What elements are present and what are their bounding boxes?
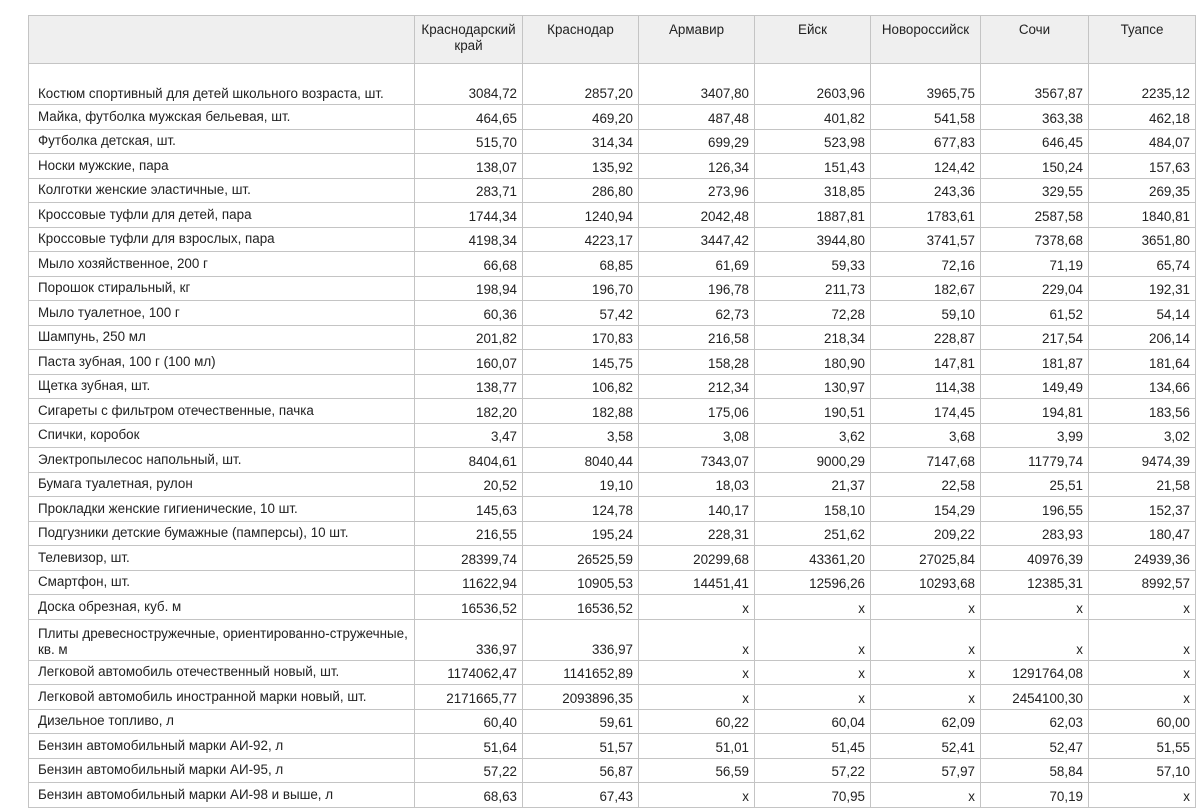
value-cell: 8992,57 <box>1089 570 1196 595</box>
value-cell: 3567,87 <box>981 64 1089 105</box>
value-cell: 58,84 <box>981 758 1089 783</box>
table-body <box>29 64 1196 808</box>
value-cell: 154,29 <box>871 497 981 522</box>
row-label: Кроссовые туфли для детей, пара <box>29 203 415 228</box>
table-row <box>29 546 1196 571</box>
value-cell: 192,31 <box>1089 276 1196 301</box>
table-row <box>29 64 1196 105</box>
value-cell: х <box>755 595 871 620</box>
row-label: Бензин автомобильный марки АИ-98 и выше, л <box>29 783 415 808</box>
value-cell: 273,96 <box>639 178 755 203</box>
value-cell: 183,56 <box>1089 399 1196 424</box>
value-cell: 462,18 <box>1089 105 1196 130</box>
value-cell: 70,19 <box>981 783 1089 808</box>
value-cell: 251,62 <box>755 521 871 546</box>
value-cell: 3407,80 <box>639 64 755 105</box>
row-label: Бензин автомобильный марки АИ-92, л <box>29 734 415 759</box>
value-cell: 51,45 <box>755 734 871 759</box>
value-cell: 16536,52 <box>523 595 639 620</box>
value-cell: 174,45 <box>871 399 981 424</box>
value-cell: 24939,36 <box>1089 546 1196 571</box>
value-cell: 65,74 <box>1089 252 1196 277</box>
table-row <box>29 521 1196 546</box>
row-label: Смартфон, шт. <box>29 570 415 595</box>
value-cell: 206,14 <box>1089 325 1196 350</box>
value-cell: 60,00 <box>1089 709 1196 734</box>
value-cell: 216,58 <box>639 325 755 350</box>
value-cell: 336,97 <box>523 619 639 660</box>
value-cell: 70,95 <box>755 783 871 808</box>
value-cell: 124,42 <box>871 154 981 179</box>
value-cell: 3741,57 <box>871 227 981 252</box>
value-cell: 160,07 <box>415 350 523 375</box>
table-row <box>29 276 1196 301</box>
value-cell: 8040,44 <box>523 448 639 473</box>
row-label: Прокладки женские гигиенические, 10 шт. <box>29 497 415 522</box>
column-header-krasnodar-krai: Краснодарский край <box>415 16 523 64</box>
value-cell: х <box>639 595 755 620</box>
value-cell: х <box>1089 595 1196 620</box>
value-cell: 1744,34 <box>415 203 523 228</box>
row-label: Футболка детская, шт. <box>29 129 415 154</box>
value-cell: 59,10 <box>871 301 981 326</box>
table-row <box>29 709 1196 734</box>
value-cell: 25,51 <box>981 472 1089 497</box>
value-cell: 194,81 <box>981 399 1089 424</box>
value-cell: 3,68 <box>871 423 981 448</box>
value-cell: 62,09 <box>871 709 981 734</box>
value-cell: 515,70 <box>415 129 523 154</box>
value-cell: 198,94 <box>415 276 523 301</box>
value-cell: 1174062,47 <box>415 660 523 685</box>
value-cell: 314,34 <box>523 129 639 154</box>
value-cell: 18,03 <box>639 472 755 497</box>
value-cell: х <box>871 685 981 710</box>
value-cell: 2857,20 <box>523 64 639 105</box>
value-cell: 363,38 <box>981 105 1089 130</box>
header-row <box>29 16 1196 64</box>
table-row <box>29 129 1196 154</box>
value-cell: 145,75 <box>523 350 639 375</box>
value-cell: 72,28 <box>755 301 871 326</box>
value-cell: 3944,80 <box>755 227 871 252</box>
value-cell: 151,43 <box>755 154 871 179</box>
value-cell: 283,71 <box>415 178 523 203</box>
price-table <box>28 15 1196 808</box>
value-cell: 211,73 <box>755 276 871 301</box>
row-label: Мыло хозяйственное, 200 г <box>29 252 415 277</box>
value-cell: 68,85 <box>523 252 639 277</box>
value-cell: 2235,12 <box>1089 64 1196 105</box>
value-cell: 67,43 <box>523 783 639 808</box>
table-row <box>29 374 1196 399</box>
value-cell: 3,99 <box>981 423 1089 448</box>
value-cell: 218,34 <box>755 325 871 350</box>
table-row <box>29 758 1196 783</box>
value-cell: 7378,68 <box>981 227 1089 252</box>
value-cell: 4223,17 <box>523 227 639 252</box>
value-cell: 243,36 <box>871 178 981 203</box>
value-cell: 52,41 <box>871 734 981 759</box>
value-cell: 228,31 <box>639 521 755 546</box>
table-row <box>29 734 1196 759</box>
value-cell: 51,64 <box>415 734 523 759</box>
value-cell: 318,85 <box>755 178 871 203</box>
value-cell: 59,33 <box>755 252 871 277</box>
value-cell: х <box>639 619 755 660</box>
value-cell: 3,47 <box>415 423 523 448</box>
column-header-armavir: Армавир <box>639 16 755 64</box>
value-cell: 180,90 <box>755 350 871 375</box>
value-cell: 9474,39 <box>1089 448 1196 473</box>
table-row <box>29 570 1196 595</box>
value-cell: 182,20 <box>415 399 523 424</box>
value-cell: 283,93 <box>981 521 1089 546</box>
value-cell: 182,67 <box>871 276 981 301</box>
value-cell: 62,73 <box>639 301 755 326</box>
value-cell: 16536,52 <box>415 595 523 620</box>
row-label: Носки мужские, пара <box>29 154 415 179</box>
value-cell: 7343,07 <box>639 448 755 473</box>
value-cell: 20299,68 <box>639 546 755 571</box>
value-cell: х <box>755 619 871 660</box>
value-cell: 11622,94 <box>415 570 523 595</box>
value-cell: 157,63 <box>1089 154 1196 179</box>
value-cell: 130,97 <box>755 374 871 399</box>
value-cell: 541,58 <box>871 105 981 130</box>
value-cell: 20,52 <box>415 472 523 497</box>
value-cell: 212,34 <box>639 374 755 399</box>
row-label: Спички, коробок <box>29 423 415 448</box>
value-cell: 4198,34 <box>415 227 523 252</box>
value-cell: 61,52 <box>981 301 1089 326</box>
row-label: Колготки женские эластичные, шт. <box>29 178 415 203</box>
value-cell: 68,63 <box>415 783 523 808</box>
value-cell: 175,06 <box>639 399 755 424</box>
value-cell: х <box>871 619 981 660</box>
table-row <box>29 783 1196 808</box>
value-cell: х <box>871 783 981 808</box>
value-cell: 59,61 <box>523 709 639 734</box>
value-cell: 62,03 <box>981 709 1089 734</box>
value-cell: 1840,81 <box>1089 203 1196 228</box>
value-cell: 51,01 <box>639 734 755 759</box>
row-label: Кроссовые туфли для взрослых, пара <box>29 227 415 252</box>
value-cell: х <box>871 595 981 620</box>
value-cell: 469,20 <box>523 105 639 130</box>
value-cell: 170,83 <box>523 325 639 350</box>
value-cell: 22,58 <box>871 472 981 497</box>
table-header <box>29 16 1196 64</box>
row-label: Телевизор, шт. <box>29 546 415 571</box>
value-cell: х <box>639 783 755 808</box>
value-cell: 61,69 <box>639 252 755 277</box>
table-row <box>29 325 1196 350</box>
value-cell: 229,04 <box>981 276 1089 301</box>
row-label: Порошок стиральный, кг <box>29 276 415 301</box>
value-cell: 3,02 <box>1089 423 1196 448</box>
value-cell: 2042,48 <box>639 203 755 228</box>
row-label: Легковой автомобиль отечественный новый, шт. <box>29 660 415 685</box>
value-cell: 10905,53 <box>523 570 639 595</box>
value-cell: 677,83 <box>871 129 981 154</box>
value-cell: 57,10 <box>1089 758 1196 783</box>
value-cell: 196,70 <box>523 276 639 301</box>
row-label: Бензин автомобильный марки АИ-95, л <box>29 758 415 783</box>
row-label: Щетка зубная, шт. <box>29 374 415 399</box>
value-cell: 196,55 <box>981 497 1089 522</box>
value-cell: 196,78 <box>639 276 755 301</box>
row-label: Паста зубная, 100 г (100 мл) <box>29 350 415 375</box>
value-cell: 28399,74 <box>415 546 523 571</box>
value-cell: 1887,81 <box>755 203 871 228</box>
table-row <box>29 660 1196 685</box>
value-cell: 11779,74 <box>981 448 1089 473</box>
value-cell: 401,82 <box>755 105 871 130</box>
row-label: Бумага туалетная, рулон <box>29 472 415 497</box>
value-cell: х <box>1089 660 1196 685</box>
value-cell: х <box>981 595 1089 620</box>
value-cell: 217,54 <box>981 325 1089 350</box>
value-cell: 114,38 <box>871 374 981 399</box>
value-cell: 66,68 <box>415 252 523 277</box>
value-cell: 149,49 <box>981 374 1089 399</box>
value-cell: 21,37 <box>755 472 871 497</box>
value-cell: 60,04 <box>755 709 871 734</box>
value-cell: 201,82 <box>415 325 523 350</box>
value-cell: 3,62 <box>755 423 871 448</box>
value-cell: 71,19 <box>981 252 1089 277</box>
value-cell: 138,77 <box>415 374 523 399</box>
table-row <box>29 399 1196 424</box>
value-cell: 3965,75 <box>871 64 981 105</box>
value-cell: 10293,68 <box>871 570 981 595</box>
row-label: Электропылесос напольный, шт. <box>29 448 415 473</box>
value-cell: 19,10 <box>523 472 639 497</box>
value-cell: 12596,26 <box>755 570 871 595</box>
value-cell: 152,37 <box>1089 497 1196 522</box>
header-corner <box>29 16 415 64</box>
value-cell: 7147,68 <box>871 448 981 473</box>
value-cell: 9000,29 <box>755 448 871 473</box>
value-cell: 126,34 <box>639 154 755 179</box>
table-row <box>29 350 1196 375</box>
value-cell: 336,97 <box>415 619 523 660</box>
value-cell: х <box>1089 783 1196 808</box>
value-cell: 40976,39 <box>981 546 1089 571</box>
value-cell: 57,22 <box>415 758 523 783</box>
value-cell: х <box>1089 685 1196 710</box>
value-cell: х <box>755 660 871 685</box>
value-cell: 182,88 <box>523 399 639 424</box>
table-row <box>29 105 1196 130</box>
value-cell: х <box>639 660 755 685</box>
value-cell: 190,51 <box>755 399 871 424</box>
value-cell: 57,22 <box>755 758 871 783</box>
value-cell: 195,24 <box>523 521 639 546</box>
table-row <box>29 595 1196 620</box>
value-cell: 1240,94 <box>523 203 639 228</box>
value-cell: х <box>639 685 755 710</box>
table-row <box>29 252 1196 277</box>
value-cell: 209,22 <box>871 521 981 546</box>
value-cell: 646,45 <box>981 129 1089 154</box>
table-row <box>29 154 1196 179</box>
value-cell: 329,55 <box>981 178 1089 203</box>
value-cell: 3084,72 <box>415 64 523 105</box>
value-cell: 51,55 <box>1089 734 1196 759</box>
value-cell: 150,24 <box>981 154 1089 179</box>
value-cell: 57,97 <box>871 758 981 783</box>
value-cell: 181,64 <box>1089 350 1196 375</box>
value-cell: 124,78 <box>523 497 639 522</box>
value-cell: 2171665,77 <box>415 685 523 710</box>
value-cell: 51,57 <box>523 734 639 759</box>
column-header-tuapse: Туапсе <box>1089 16 1196 64</box>
value-cell: х <box>1089 619 1196 660</box>
column-header-yeysk: Ейск <box>755 16 871 64</box>
value-cell: 181,87 <box>981 350 1089 375</box>
value-cell: 158,10 <box>755 497 871 522</box>
value-cell: 1783,61 <box>871 203 981 228</box>
value-cell: 56,87 <box>523 758 639 783</box>
value-cell: 14451,41 <box>639 570 755 595</box>
column-header-krasnodar: Краснодар <box>523 16 639 64</box>
column-header-sochi: Сочи <box>981 16 1089 64</box>
value-cell: 52,47 <box>981 734 1089 759</box>
value-cell: 60,22 <box>639 709 755 734</box>
value-cell: 106,82 <box>523 374 639 399</box>
value-cell: 228,87 <box>871 325 981 350</box>
table-row <box>29 685 1196 710</box>
value-cell: 2093896,35 <box>523 685 639 710</box>
table-row <box>29 301 1196 326</box>
value-cell: 180,47 <box>1089 521 1196 546</box>
table-row <box>29 227 1196 252</box>
value-cell: 12385,31 <box>981 570 1089 595</box>
value-cell: 57,42 <box>523 301 639 326</box>
value-cell: 3,58 <box>523 423 639 448</box>
value-cell: 60,36 <box>415 301 523 326</box>
value-cell: 43361,20 <box>755 546 871 571</box>
table-row <box>29 178 1196 203</box>
value-cell: 2587,58 <box>981 203 1089 228</box>
value-cell: 3,08 <box>639 423 755 448</box>
value-cell: 464,65 <box>415 105 523 130</box>
value-cell: 138,07 <box>415 154 523 179</box>
value-cell: 523,98 <box>755 129 871 154</box>
row-label: Шампунь, 250 мл <box>29 325 415 350</box>
value-cell: 158,28 <box>639 350 755 375</box>
value-cell: 72,16 <box>871 252 981 277</box>
value-cell: 27025,84 <box>871 546 981 571</box>
row-label: Подгузники детские бумажные (памперсы), 10 шт. <box>29 521 415 546</box>
value-cell: х <box>871 660 981 685</box>
value-cell: 26525,59 <box>523 546 639 571</box>
value-cell: 487,48 <box>639 105 755 130</box>
value-cell: 2603,96 <box>755 64 871 105</box>
table-row <box>29 448 1196 473</box>
value-cell: 8404,61 <box>415 448 523 473</box>
value-cell: 699,29 <box>639 129 755 154</box>
value-cell: 60,40 <box>415 709 523 734</box>
value-cell: 286,80 <box>523 178 639 203</box>
value-cell: 1141652,89 <box>523 660 639 685</box>
table-row <box>29 619 1196 660</box>
value-cell: 2454100,30 <box>981 685 1089 710</box>
row-label: Сигареты с фильтром отечественные, пачка <box>29 399 415 424</box>
value-cell: 134,66 <box>1089 374 1196 399</box>
row-label: Доска обрезная, куб. м <box>29 595 415 620</box>
value-cell: 147,81 <box>871 350 981 375</box>
value-cell: 56,59 <box>639 758 755 783</box>
value-cell: 21,58 <box>1089 472 1196 497</box>
value-cell: 135,92 <box>523 154 639 179</box>
row-label: Костюм спортивный для детей школьного возраста, шт. <box>29 64 415 105</box>
value-cell: 3447,42 <box>639 227 755 252</box>
table-row <box>29 472 1196 497</box>
value-cell: х <box>981 619 1089 660</box>
row-label: Плиты древесностружечные, ориентированно-стружечные, кв. м <box>29 619 415 660</box>
value-cell: 54,14 <box>1089 301 1196 326</box>
value-cell: 3651,80 <box>1089 227 1196 252</box>
row-label: Дизельное топливо, л <box>29 709 415 734</box>
row-label: Мыло туалетное, 100 г <box>29 301 415 326</box>
value-cell: 269,35 <box>1089 178 1196 203</box>
row-label: Майка, футболка мужская бельевая, шт. <box>29 105 415 130</box>
row-label: Легковой автомобиль иностранной марки новый, шт. <box>29 685 415 710</box>
column-header-novorossiysk: Новороссийск <box>871 16 981 64</box>
value-cell: х <box>755 685 871 710</box>
value-cell: 484,07 <box>1089 129 1196 154</box>
table-row <box>29 423 1196 448</box>
value-cell: 1291764,08 <box>981 660 1089 685</box>
value-cell: 145,63 <box>415 497 523 522</box>
value-cell: 140,17 <box>639 497 755 522</box>
table-row <box>29 497 1196 522</box>
value-cell: 216,55 <box>415 521 523 546</box>
table-row <box>29 203 1196 228</box>
